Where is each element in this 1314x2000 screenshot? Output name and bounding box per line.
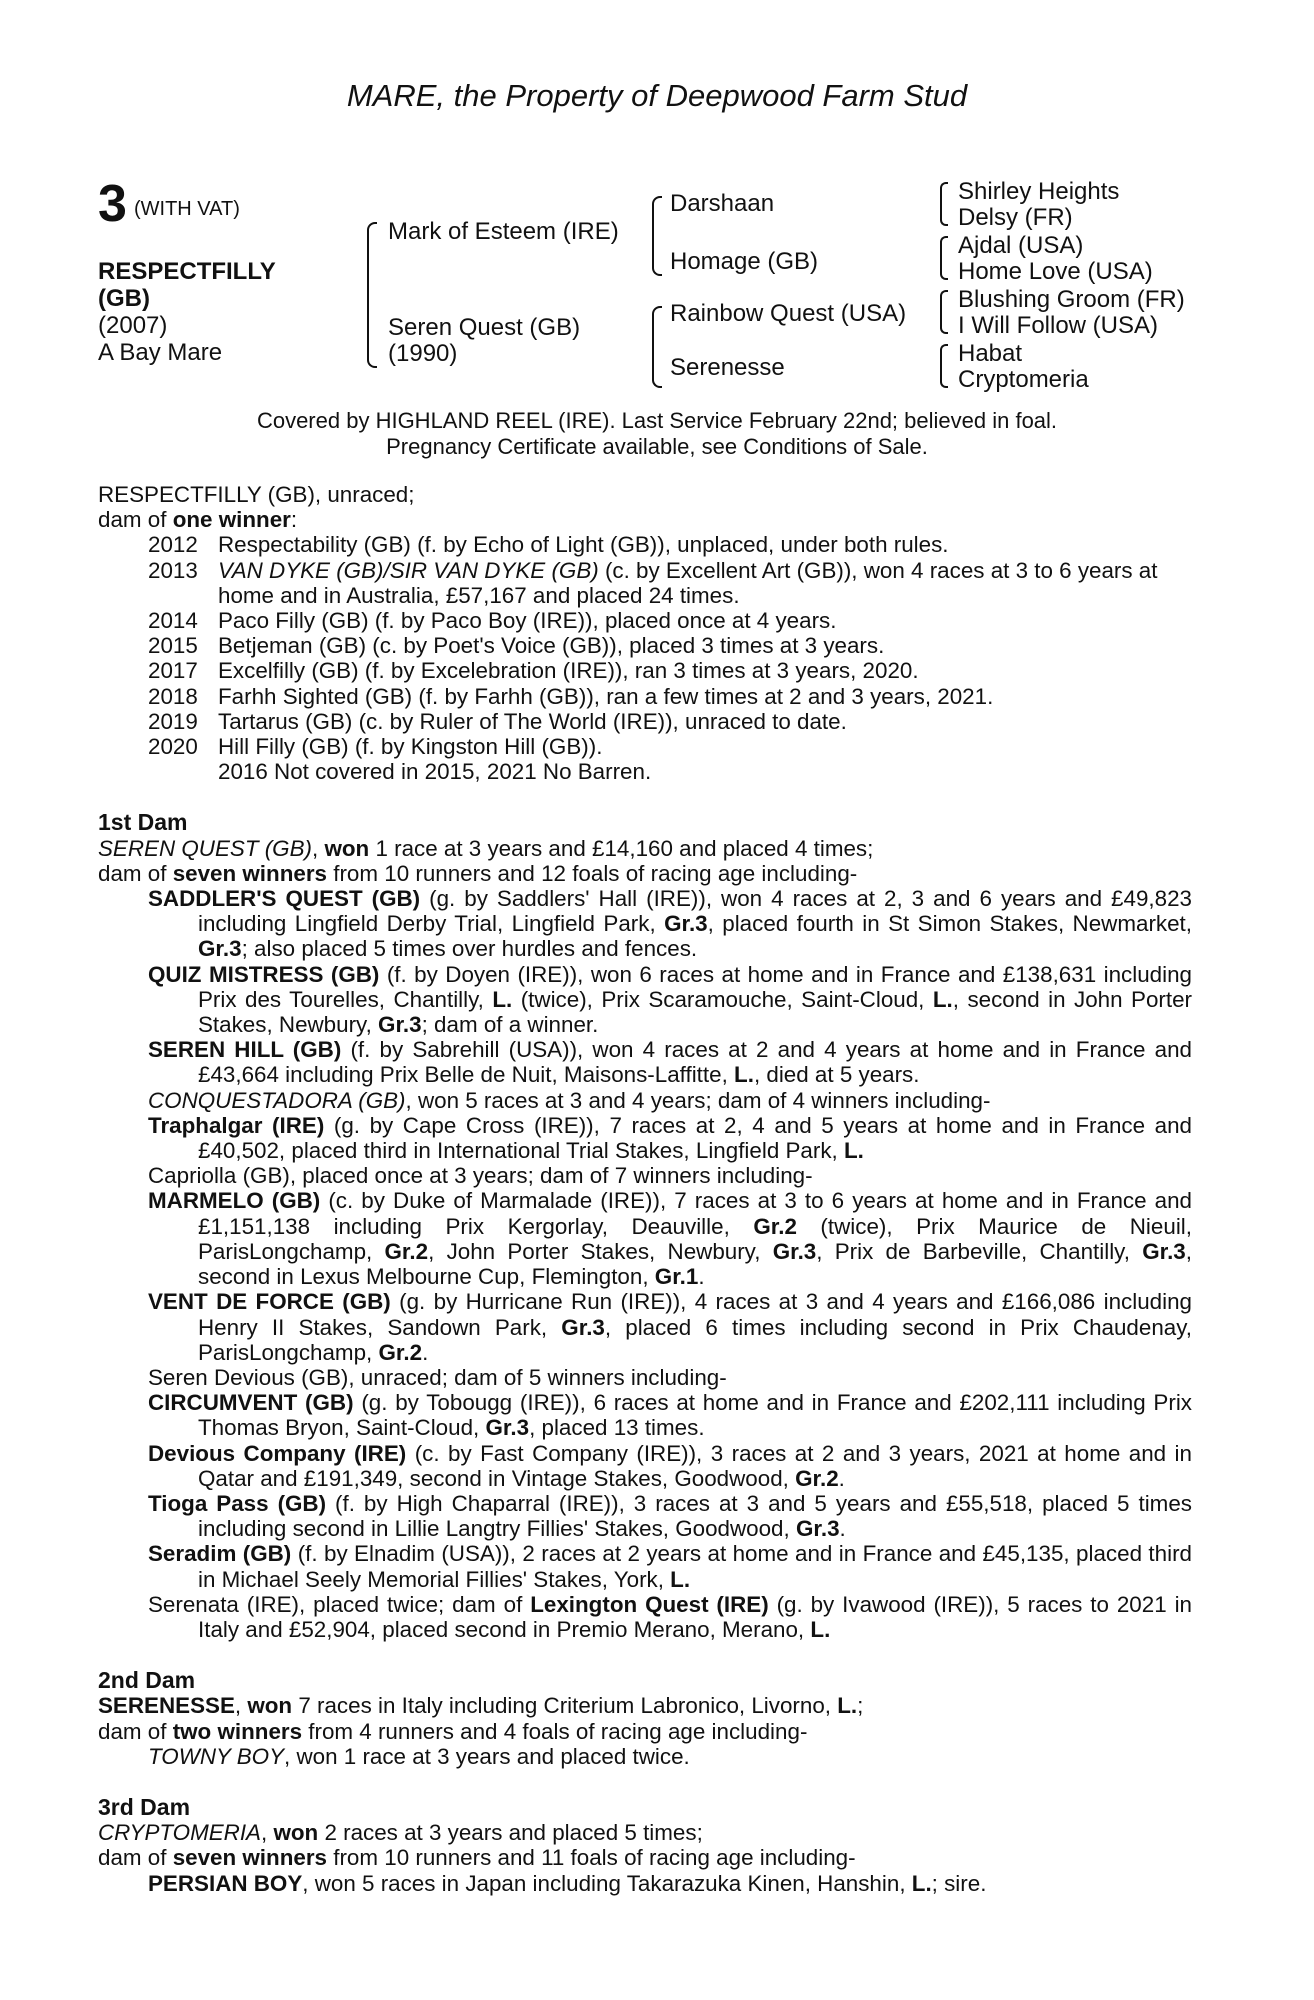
covering-note bbox=[0, 408, 1314, 460]
dam-progeny bbox=[98, 886, 1192, 1642]
progeny-entry: Tioga Pass (GB) (f. by High Chaparral (IRE)), 3 races at 3 and 5 years and £55,518, placed 5 times including second in Lillie Langtry Fillies' Stakes, Goodwood, Gr.3. bbox=[148, 1490, 1192, 1542]
covering-line: Pregnancy Certificate available, see Conditions of Sale. bbox=[386, 434, 928, 459]
progeny-entry: Seren Devious (GB), unraced; dam of 5 winners including- bbox=[148, 1364, 727, 1390]
pedigree-dam-year: (1990) bbox=[388, 340, 458, 367]
progeny-entry: CIRCUMVENT (GB) (g. by Tobougg (IRE)), 6 races at home and in France and £202,111 including Prix Thomas Bryon, Saint-Cloud, Gr.3, placed 13 times. bbox=[148, 1390, 1192, 1441]
progeny-entry: SEREN HILL (GB) (f. by Sabrehill (USA)), won 4 races at 2 and 4 years at home and in France and £43,664 including Prix Belle de Nuit, Maisons-Laffitte, L., died at 5 years. bbox=[148, 1037, 1192, 1088]
dam-line: dam of seven winners from 10 runners and 12 foals of racing age including- bbox=[98, 860, 858, 886]
pedigree-bracket bbox=[652, 196, 662, 276]
covering-line: Covered by HIGHLAND REEL (IRE). Last Service February 22nd; believed in foal. bbox=[256, 408, 1058, 433]
progeny-entry: Capriolla (GB), placed once at 3 years; dam of 7 winners including- bbox=[148, 1163, 813, 1189]
section-heading: 1st Dam bbox=[98, 809, 188, 836]
progeny-entry: PERSIAN BOY, won 5 races in Japan including Takarazuka Kinen, Hanshin, L.; sire. bbox=[148, 1870, 987, 1896]
pedigree-bracket bbox=[940, 182, 948, 226]
progeny-entry: CONQUESTADORA (GB), won 5 races at 3 and 4 years; dam of 4 winners including- bbox=[148, 1087, 991, 1113]
progeny-entry: Devious Company (IRE) (c. by Fast Company (IRE)), 3 races at 2 and 3 years, 2021 at home and in Qatar and £191,349, second in Vintage Stakes, Goodwood, Gr.2. bbox=[148, 1440, 1192, 1491]
pedigree-bracket bbox=[940, 290, 948, 334]
pedigree-sire-dam: Homage (GB) bbox=[670, 248, 819, 275]
produce-row: 2013 VAN DYKE (GB)/SIR VAN DYKE (GB) (c. by Excellent Art (GB)), won 4 races at 3 to 6 years at home and in Australia, £57,167 and placed 24 times. bbox=[148, 557, 1158, 608]
dam-line: SEREN QUEST (GB), won 1 race at 3 years and £14,160 and placed 4 times; bbox=[98, 835, 874, 861]
pedigree-ggs-1: Shirley Heights bbox=[958, 178, 1120, 205]
produce-row: 2015 Betjeman (GB) (c. by Poet's Voice (GB)), placed 3 times at 3 years. bbox=[148, 633, 885, 659]
progeny-entry: SADDLER'S QUEST (GB) (g. by Saddlers' Hall (IRE)), won 4 races at 2, 3 and 6 years and £49,823 including Lingfield Derby Trial, Lingfield Park, Gr.3, placed fourth in St Simon Stakes, Newmarket, Gr.3; also placed 5 times over hurdles and fences. bbox=[148, 886, 1193, 962]
produce-dam-of: dam of one winner: bbox=[98, 507, 298, 533]
horse-identity bbox=[98, 258, 276, 366]
section-heading: 2nd Dam bbox=[98, 1667, 196, 1694]
pedigree-dam: Seren Quest (GB) bbox=[388, 314, 581, 341]
dam-line: dam of seven winners from 10 runners and 11 foals of racing age including- bbox=[98, 1845, 856, 1871]
produce-row: 2018 Farhh Sighted (GB) (f. by Farhh (GB)), ran a few times at 2 and 3 years, 2021. bbox=[148, 683, 994, 709]
horse-year: (2007) bbox=[98, 312, 168, 339]
pedigree-ggs-7: Habat bbox=[958, 340, 1023, 367]
dam-progeny bbox=[98, 1871, 1192, 1896]
pedigree-ggs-8: Cryptomeria bbox=[958, 366, 1089, 393]
progeny-entry: VENT DE FORCE (GB) (g. by Hurricane Run (IRE)), 4 races at 3 and 4 years and £166,086 including Henry II Stakes, Sandown Park, Gr.3, placed 6 times including second in Prix Chaudenay, ParisLongchamp, Gr.2. bbox=[148, 1289, 1193, 1365]
pedigree-dam-sire: Rainbow Quest (USA) bbox=[670, 300, 907, 327]
pedigree-ggs-6: I Will Follow (USA) bbox=[958, 312, 1159, 339]
grand-progeny bbox=[98, 1188, 1192, 1364]
progeny-entry: QUIZ MISTRESS (GB) (f. by Doyen (IRE)), won 6 races at home and in France and £138,631 including Prix des Tourelles, Chantilly, L. (twice), Prix Scaramouche, Saint-Cloud, L., second in John Porter Stakes, Newbury, Gr.3; dam of a winner. bbox=[148, 961, 1192, 1038]
horse-name: RESPECTFILLY bbox=[98, 258, 276, 285]
horse-description: A Bay Mare bbox=[98, 339, 223, 366]
produce-row: 2014 Paco Filly (GB) (f. by Paco Boy (IRE)), placed once at 4 years. bbox=[148, 608, 837, 634]
section-heading: 3rd Dam bbox=[98, 1793, 191, 1820]
pedigree-ggs-2: Delsy (FR) bbox=[958, 204, 1073, 231]
lot-number: 3 bbox=[98, 175, 127, 233]
dam-line: CRYPTOMERIA, won 2 races at 3 years and placed 5 times; bbox=[98, 1820, 703, 1846]
lot-vat-label: (WITH VAT) bbox=[134, 198, 240, 220]
pedigree-bracket bbox=[652, 306, 662, 388]
dam-line: dam of two winners from 4 runners and 4 foals of racing age including- bbox=[98, 1718, 808, 1744]
progeny-entry: Serenata (IRE), placed twice; dam of Lexington Quest (IRE) (g. by Ivawood (IRE)), 5 races to 2021 in Italy and £52,904, placed second in Premio Merano, Merano, L. bbox=[148, 1591, 1192, 1642]
produce-row: 2017 Excelfilly (GB) (f. by Excelebration (IRE)), ran 3 times at 3 years, 2020. bbox=[148, 658, 919, 684]
pedigree-sire-sire: Darshaan bbox=[670, 190, 775, 217]
second-dam-section bbox=[98, 1668, 1192, 1769]
page-title: MARE, the Property of Deepwood Farm Stud bbox=[346, 78, 968, 113]
progeny-entry: Seradim (GB) (f. by Elnadim (USA)), 2 races at 2 years at home and in France and £45,135, placed third in Michael Seely Memorial Fillies' Stakes, York, L. bbox=[148, 1541, 1192, 1592]
produce-row: 2012 Respectability (GB) (f. by Echo of Light (GB)), unplaced, under both rules. bbox=[148, 532, 949, 558]
dam-progeny bbox=[98, 1744, 1192, 1769]
produce-row: 2019 Tartarus (GB) (c. by Ruler of The World (IRE)), unraced to date. bbox=[148, 708, 847, 734]
third-dam-section bbox=[98, 1795, 1192, 1896]
progeny-entry: Traphalgar (IRE) (g. by Cape Cross (IRE)), 7 races at 2, 4 and 5 years at home and in France and £40,502, placed third in International Trial Stakes, Lingfield Park, L. bbox=[148, 1112, 1192, 1164]
produce-row: 2016 Not covered in 2015, 2021 No Barren. bbox=[218, 759, 652, 785]
produce-record bbox=[98, 482, 1192, 784]
pedigree-bracket bbox=[367, 222, 377, 368]
horse-country: (GB) bbox=[98, 285, 150, 312]
dam-line: SERENESSE, won 7 races in Italy including Criterium Labronico, Livorno, L.; bbox=[98, 1693, 864, 1719]
produce-row: 2020 Hill Filly (GB) (f. by Kingston Hill (GB)). bbox=[148, 734, 603, 760]
catalogue-body bbox=[98, 482, 1192, 1896]
pedigree-ggs-5: Blushing Groom (FR) bbox=[958, 286, 1185, 313]
pedigree-bracket bbox=[940, 344, 948, 388]
progeny-entry: MARMELO (GB) (c. by Duke of Marmalade (IRE)), 7 races at 3 to 6 years at home and in France and £1,151,138 including Prix Kergorlay, Deauville, Gr.2 (twice), Prix Maurice de Nieuil, ParisLongchamp, Gr.2, John Porter Stakes, Newbury, Gr.3, Prix de Barbeville, Chantilly, Gr.3, second in Lexus Melbourne Cup, Flemington, Gr.1. bbox=[148, 1188, 1193, 1290]
first-dam-section bbox=[98, 810, 1192, 1642]
pedigree-ggs-4: Home Love (USA) bbox=[958, 258, 1153, 285]
pedigree-bracket bbox=[940, 236, 948, 280]
pedigree-ggs-3: Ajdal (USA) bbox=[958, 232, 1084, 259]
progeny-entry: TOWNY BOY, won 1 race at 3 years and placed twice. bbox=[148, 1743, 690, 1769]
produce-intro: RESPECTFILLY (GB), unraced; bbox=[98, 482, 415, 507]
pedigree-sire: Mark of Esteem (IRE) bbox=[388, 218, 619, 245]
grand-progeny bbox=[98, 1390, 1192, 1642]
grand-progeny bbox=[98, 1113, 1192, 1163]
pedigree-dam-dam: Serenesse bbox=[670, 354, 785, 381]
